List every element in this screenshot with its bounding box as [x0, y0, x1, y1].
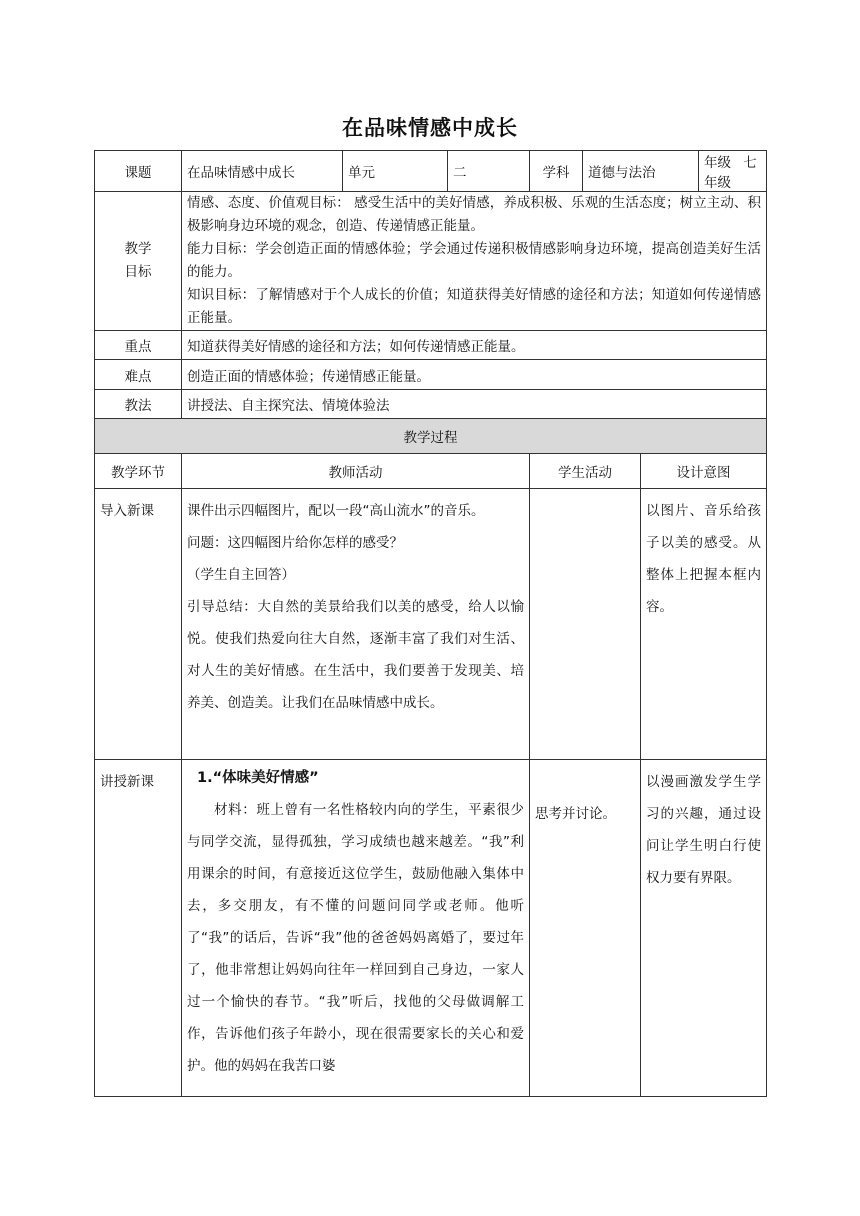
header-teacher: 教师活动: [182, 454, 530, 489]
teach-student: 思考并讨论。: [530, 760, 641, 1097]
topic-value: 在品味情感中成长: [182, 151, 343, 192]
goals-label: 教学 目标: [95, 192, 182, 331]
teach-heading: 1.“体味美好情感”: [197, 770, 319, 786]
teach-stage: 讲授新课: [95, 760, 182, 1097]
page-title: 在品味情感中成长: [342, 116, 518, 140]
header-student: 学生活动: [530, 454, 641, 489]
unit-label: 单元: [343, 151, 448, 192]
intro-student: [530, 489, 641, 760]
method-value: 讲授法、自主探究法、情境体验法: [182, 390, 767, 419]
subject-label: 学科: [530, 151, 583, 192]
intro-p3: （学生自主回答）: [187, 567, 295, 583]
intro-row: [95, 489, 767, 760]
goals-row: [95, 192, 767, 331]
goal-emotion: 情感、态度、价值观目标： 感受生活中的美好情感，养成积极、乐观的生活态度；树立主动、积极影响身边环境的观念，创造、传递情感正能量。: [187, 195, 761, 234]
intro-teacher: [182, 489, 530, 760]
intro-p2: 问题：这四幅图片给你怎样的感受？: [187, 535, 403, 551]
topic-label: 课题: [95, 151, 182, 192]
intro-p4: 引导总结：大自然的美景给我们以美的感受，给人以愉悦。使我们热爱向往大自然，逐渐丰富了我们对生活、对人生的美好情感。在生活中，我们要善于发现美、培养美、创造美。让我们在品味情感中成长。: [187, 599, 524, 711]
key-point-row: [95, 331, 767, 360]
key-point-value: 知道获得美好情感的途径和方法；如何传递情感正能量。: [182, 331, 767, 360]
teach-material: 材料：班上曾有一名性格较内向的学生，平素很少与同学交流，显得孤独，学习成绩也越来越差。“我”利用课余的时间，有意接近这位学生，鼓励他融入集体中去，多交朋友，有不懂的问题问同学或老师。他听了“我”的话后，告诉“我”他的爸爸妈妈离婚了，要过年了，他非常想让妈妈向往年一样回到自己身边，一家人过一个愉快的春节。“我”听后，找他的父母做调解工作，告诉他们孩子年龄小，现在很需要家长的关心和爱护。他的妈妈在我苦口婆: [187, 802, 524, 1074]
lesson-plan-table: [94, 150, 767, 1097]
process-section-title: 教学过程: [95, 419, 767, 454]
method-row: [95, 390, 767, 419]
difficulty-row: [95, 360, 767, 390]
teach-teacher: [182, 760, 530, 1097]
intro-stage: 导入新课: [95, 489, 182, 760]
goal-knowledge: 知识目标：了解情感对于个人成长的价值；知道获得美好情感的途径和方法；知道如何传递情感正能量。: [187, 287, 761, 326]
grade-cell: [699, 151, 767, 192]
header-stage: 教学环节: [95, 454, 182, 489]
process-header-row: [95, 454, 767, 489]
difficulty-label: 难点: [95, 360, 182, 390]
intro-p1: 课件出示四幅图片，配以一段“高山流水”的音乐。: [187, 503, 485, 519]
difficulty-value: 创造正面的情感体验；传递情感正能量。: [182, 360, 767, 390]
grade-label: 年级: [704, 155, 731, 171]
method-label: 教法: [95, 390, 182, 419]
intro-intent: 以图片、音乐给孩子以美的感受。从整体上把握本框内容。: [641, 489, 767, 760]
key-point-label: 重点: [95, 331, 182, 360]
info-row: [95, 151, 767, 192]
header-intent: 设计意图: [641, 454, 767, 489]
goal-ability: 能力目标：学会创造正面的情感体验；学会通过传递积极情感影响身边环境，提高创造美好生活的能力。: [187, 241, 761, 280]
goals-content: [182, 192, 767, 331]
unit-value: 二: [448, 151, 530, 192]
process-section-row: [95, 419, 767, 454]
grade-value: 七年级: [704, 155, 757, 191]
subject-value: 道德与法治: [583, 151, 699, 192]
teach-intent: 以漫画激发学生学习的兴趣，通过设问让学生明白行使权力要有界限。: [641, 760, 767, 1097]
teach-row: [95, 760, 767, 1097]
